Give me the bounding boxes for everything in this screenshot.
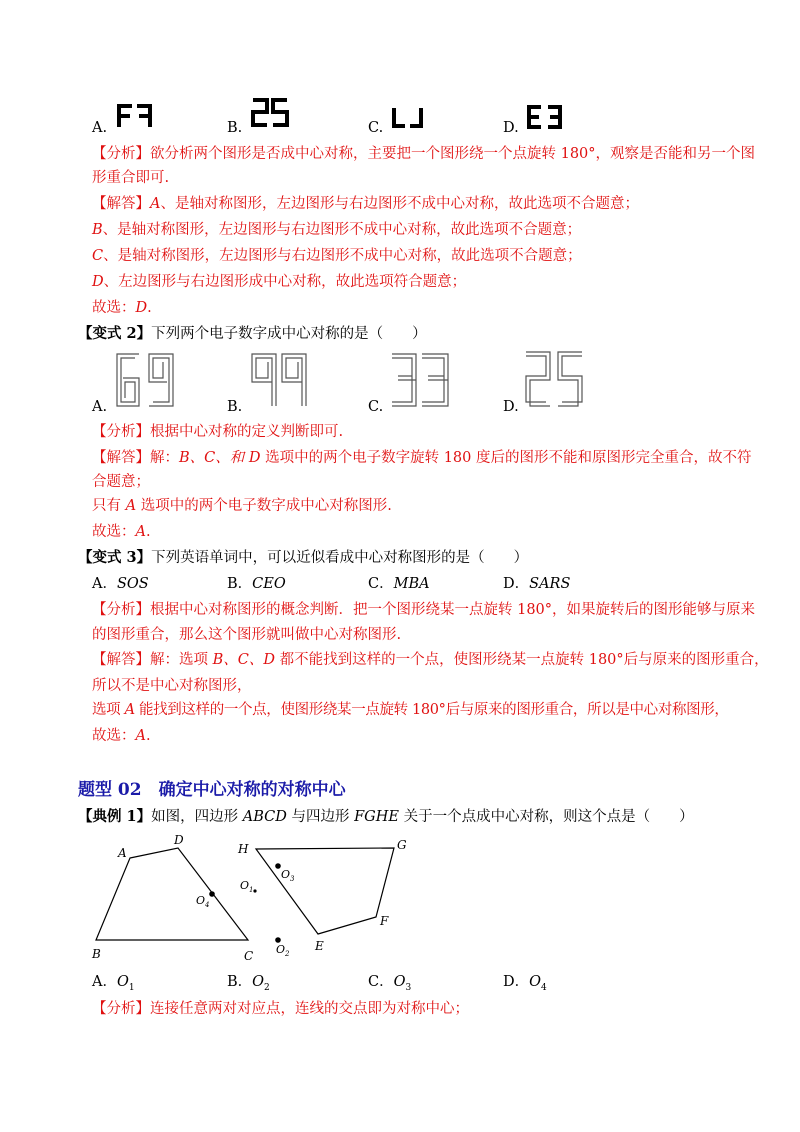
answer-letter: A [150, 196, 161, 212]
q1-analysis-line-2: 形重合即可. [92, 170, 170, 186]
option-letter: D． [503, 974, 530, 990]
analysis-tag: 【分析】 [92, 146, 150, 162]
analysis-text: 连接任意两对对应点，连线的交点即为对称中心； [150, 1001, 469, 1017]
v2-final-answer [92, 522, 151, 542]
section-title: 题型 02 确定中心对称的对称中心 [78, 780, 346, 800]
quadrilateral-figure [88, 832, 428, 967]
v3-option-c [368, 574, 430, 594]
v3-answer-line-1 [92, 650, 769, 670]
q1-answer-line-c [92, 246, 582, 266]
answer-text: 、是轴对称图形，左边图形与右边图形不成中心对称，故此选项不合题意； [103, 248, 582, 264]
analysis-text: 根据中心对称图形的概念判断．把一个图形绕某一点旋转 180°，如果旋转后的图形能够与原来 [150, 602, 756, 618]
label-c: C [244, 949, 254, 963]
answer-letter: D [92, 274, 104, 290]
ex1-option-b [227, 972, 270, 998]
label-d: D [174, 833, 184, 847]
answer-text: 、是轴对称图形，左边图形与右边图形不成中心对称，故此选项不合题意； [102, 222, 582, 238]
answer-tag: 【解答】 [92, 652, 150, 668]
option-point: O [393, 974, 406, 990]
ex1-tag: 【典例 1】 [78, 808, 152, 825]
answer-letter: C [92, 248, 104, 264]
v2-option-c-digits [390, 352, 452, 410]
option-sub: 1 [128, 982, 135, 993]
point-o4 [209, 891, 215, 897]
ex1-option-d [503, 972, 547, 998]
label-o4: $O_4$ [196, 894, 210, 909]
final-suffix: . [145, 728, 151, 744]
q1-answer-line-b [92, 220, 581, 240]
q1-option-b-letter: B. [227, 120, 243, 136]
q1-option-d-letter: D. [503, 120, 519, 136]
v3-question [78, 548, 528, 568]
final-letter: A [135, 728, 146, 744]
v2-answer-line-2: 合题意； [92, 474, 150, 490]
quadrilateral-fghe [256, 848, 394, 934]
point-o2 [275, 937, 281, 943]
option-letter: B． [227, 576, 253, 592]
answer-prefix: 解： [150, 450, 179, 466]
v2-option-a-digits [115, 352, 177, 410]
final-suffix: . [147, 300, 152, 316]
option-text: CEO [252, 576, 286, 592]
answer-text: 能找到这样的一个点，使图形绕某一点旋转 180°后与原来的图形重合，所以是中心对称图形， [134, 702, 729, 718]
answer-tag: 【解答】 [92, 450, 150, 466]
point-o3 [275, 863, 281, 869]
v2-option-d-letter: D. [503, 399, 519, 415]
analysis-tag: 【分析】 [92, 602, 150, 618]
v3-option-b [227, 574, 286, 594]
v2-answer-line-3 [92, 496, 392, 516]
label-g: G [397, 838, 407, 852]
label-b: B [92, 947, 101, 961]
answer-letter: A [124, 702, 135, 718]
option-sub: 2 [264, 982, 270, 993]
option-sub: 4 [541, 982, 547, 993]
ex1-analysis [92, 999, 469, 1019]
answer-text: 选项中的两个电子数字成中心对称图形. [136, 498, 392, 514]
ex1-option-a [92, 972, 135, 998]
answer-tag: 【解答】 [92, 196, 150, 212]
option-sub: 3 [405, 982, 412, 993]
label-e: E [315, 939, 324, 953]
analysis-text: 欲分析两个图形是否成中心对称，主要把一个图形绕一个点旋转 180°，观察是否能和另一个图 [150, 146, 756, 162]
q1-option-a-letter: A. [92, 120, 108, 136]
analysis-text: 根据中心对称的定义判断即可. [150, 424, 344, 440]
v3-final-answer [92, 726, 151, 746]
q1-option-c-letter: C. [368, 120, 384, 136]
answer-text: 选项中的两个电子数字旋转 180 度后的图形不能和原图形完全重合，故不符 [260, 450, 752, 466]
answer-prefix: 选项 [92, 702, 125, 718]
v2-question [78, 324, 427, 344]
answer-text: 都不能找到这样的一个点，使图形绕某一点旋转 180°后与原来的图形重合， [275, 652, 769, 668]
q1-option-b-glyph [251, 97, 293, 129]
option-letter: A． [92, 576, 117, 592]
v3-answer-line-3 [92, 700, 729, 720]
final-prefix: 故选： [92, 728, 136, 744]
answer-text: 、是轴对称图形，左边图形与右边图形不成中心对称，故此选项不合题意； [160, 196, 639, 212]
question-text: 关于一个点成中心对称，则这个点是（ ） [398, 809, 694, 825]
quad-abcd-name: ABCD [242, 809, 287, 825]
answer-text: 、左边图形与右边图形成中心对称，故此选项符合题意； [103, 274, 467, 290]
label-f: F [380, 914, 389, 928]
option-text: SARS [529, 576, 571, 592]
option-letter: D． [503, 576, 530, 592]
q1-final-answer [92, 298, 152, 318]
final-letter: A [135, 524, 146, 540]
option-text: SOS [116, 576, 149, 592]
answer-prefix: 解：选项 [150, 652, 213, 668]
label-o2: $O_2$ [276, 943, 290, 958]
final-suffix: . [145, 524, 151, 540]
question-text: 与四边形 [286, 809, 355, 825]
q1-option-d-glyph [526, 104, 566, 130]
q1-option-a-glyph [116, 103, 156, 129]
v2-tag: 【变式 2】 [78, 325, 152, 342]
v3-answer-line-2: 所以不是中心对称图形， [92, 678, 252, 694]
v2-analysis [92, 422, 343, 442]
v3-question-text: 下列英语单词中，可以近似看成中心对称图形的是（ ） [151, 550, 529, 566]
label-a: A [118, 846, 127, 860]
option-letter: C． [368, 974, 394, 990]
option-point: O [116, 974, 129, 990]
answer-letters: B、C、D [212, 652, 275, 668]
question-text: 如图，四边形 [151, 809, 243, 825]
q1-answer-line-a [92, 194, 639, 214]
answer-letter: B [92, 222, 103, 238]
label-h: H [238, 842, 249, 856]
v3-analysis-line-1 [92, 600, 755, 620]
v3-option-a [92, 574, 149, 594]
final-prefix: 故选： [92, 300, 136, 316]
final-prefix: 故选： [92, 524, 136, 540]
v2-option-b-letter: B. [227, 399, 243, 415]
v2-option-c-letter: C. [368, 399, 384, 415]
v3-tag: 【变式 3】 [78, 549, 152, 566]
quadrilateral-abcd [96, 848, 248, 940]
option-point: O [529, 974, 542, 990]
option-point: O [252, 974, 265, 990]
option-text: MBA [393, 576, 430, 592]
answer-prefix: 只有 [92, 498, 126, 514]
ex1-question [78, 807, 694, 827]
v3-analysis-line-2: 的图形重合，那么这个图形就叫做中心对称图形. [92, 627, 402, 643]
v3-option-d [503, 574, 570, 594]
answer-letter: A [125, 498, 137, 514]
label-o1: $O_1$ [240, 879, 254, 894]
analysis-tag: 【分析】 [92, 424, 150, 440]
label-o3: $O_3$ [281, 868, 295, 883]
q1-answer-line-d [92, 272, 466, 292]
v2-answer-line-1 [92, 448, 752, 468]
answer-letters: B、C、和 D [179, 450, 261, 466]
v2-option-d-digits [524, 350, 586, 410]
option-letter: A． [92, 974, 117, 990]
point-o1 [253, 889, 256, 892]
q1-option-c-glyph [391, 106, 425, 130]
option-letter: B． [227, 974, 253, 990]
quad-fghe-name: FGHE [354, 809, 399, 825]
final-letter: D [135, 300, 148, 316]
v2-option-b-digits [250, 352, 310, 410]
v2-option-a-letter: A. [92, 399, 108, 415]
ex1-option-c [368, 972, 411, 998]
v2-question-text: 下列两个电子数字成中心对称的是（ ） [151, 326, 427, 342]
analysis-tag: 【分析】 [92, 1001, 150, 1017]
q1-analysis-line-1 [92, 144, 755, 164]
option-letter: C． [368, 576, 394, 592]
